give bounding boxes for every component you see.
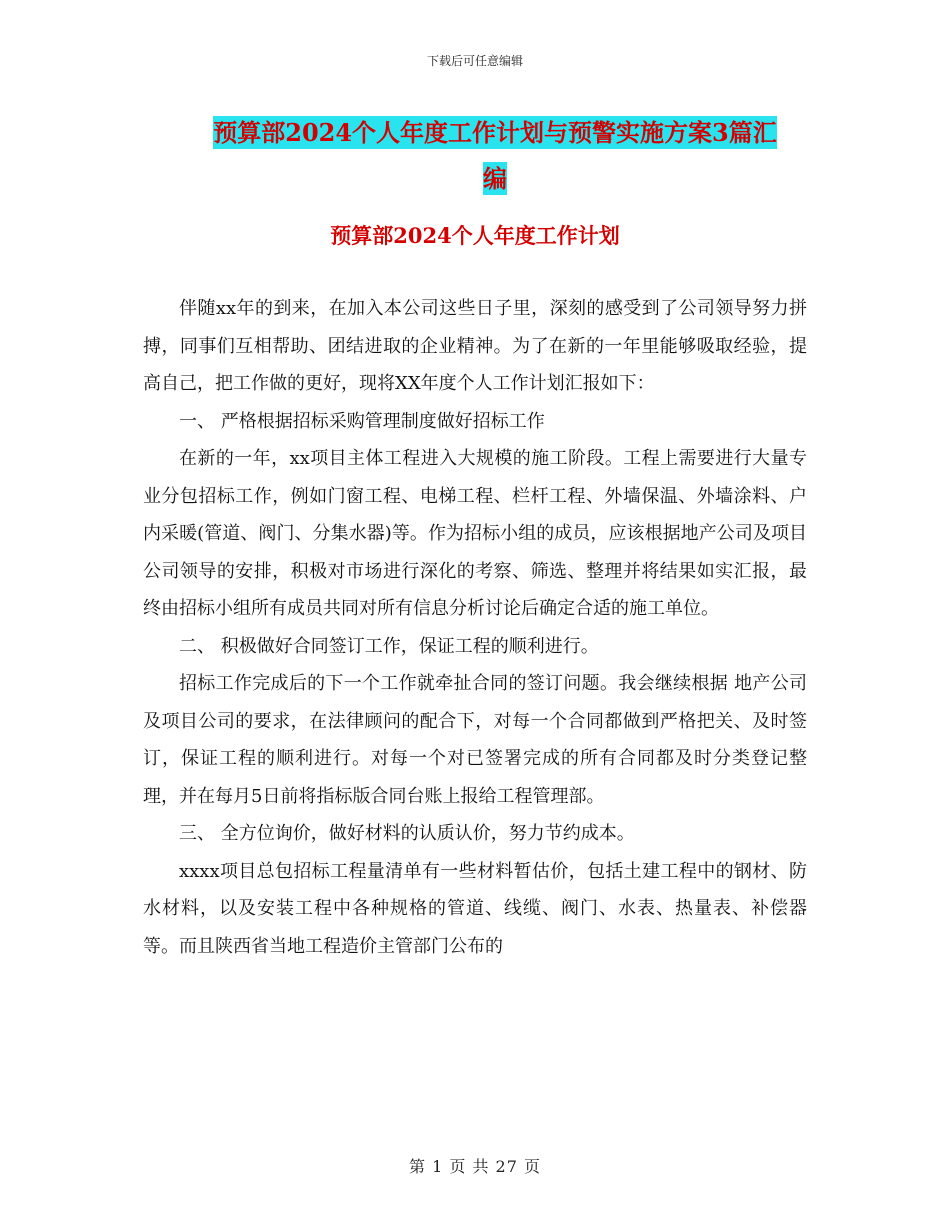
paragraph-intro: 伴随xx年的到来，在加入本公司这些日子里，深刻的感受到了公司领导努力拼搏，同事们互相帮助、团结进取的企业精神。为了在新的一年里能够吸取经验，提高自己，把工作做的更好，现将XX年度个人工作计划汇报如下： xyxy=(143,298,807,394)
heading-item-3: 三、 全方位询价，做好材料的认质认价，努力节约成本。 xyxy=(179,823,635,844)
page-number-footer: 第 1 页 共 27 页 xyxy=(409,1157,541,1176)
heading-item-1: 一、 严格根据招标采购管理制度做好招标工作 xyxy=(179,410,545,432)
paragraph-item-2: 招标工作完成后的下一个工作就牵扯合同的签订问题。我会继续根据 地产公司及项目公司的要求，在法律顾问的配合下，对每一个合同都做到严格把关、及时签订，保证工程的顺利进行。对每一个对已签署完成的所有合同都及时分类登记整理，并在每月5日前将指标版合同台账上报给工程管理部。 xyxy=(143,673,807,807)
page-header-note: 下载后可任意编辑 xyxy=(426,54,523,68)
document-title xyxy=(150,110,840,202)
paragraph-item-3: xxxx项目总包招标工程量清单有一些材料暂估价，包括土建工程中的钢材、防水材料，以及安装工程中各种规格的管道、线缆、阀门、水表、热量表、补偿器等。而且陕西省当地工程造价主管部门公布的 xyxy=(143,860,807,957)
document-title-line2: 编 xyxy=(483,164,507,193)
document-body xyxy=(143,290,807,965)
paragraph-item-1: 在新的一年，xx项目主体工程进入大规模的施工阶段。工程上需要进行大量专业分包招标工作，例如门窗工程、电梯工程、栏杆工程、外墙保温、外墙涂料、户内采暖(管道、阀门、分集水器)等。作为招标小组的成员，应该根据地产公司及项目公司领导的安排，积极对市场进行深化的考察、筛选、整理并将结果如实汇报，最终由招标小组所有成员共同对所有信息分析讨论后确定合适的施工单位。 xyxy=(143,448,807,619)
section-title: 预算部2024个人年度工作计划 xyxy=(330,223,620,248)
document-title-line1: 预算部2024个人年度工作计划与预警实施方案3篇汇 xyxy=(213,118,777,147)
heading-item-2: 二、 积极做好合同签订工作，保证工程的顺利进行。 xyxy=(179,635,599,657)
